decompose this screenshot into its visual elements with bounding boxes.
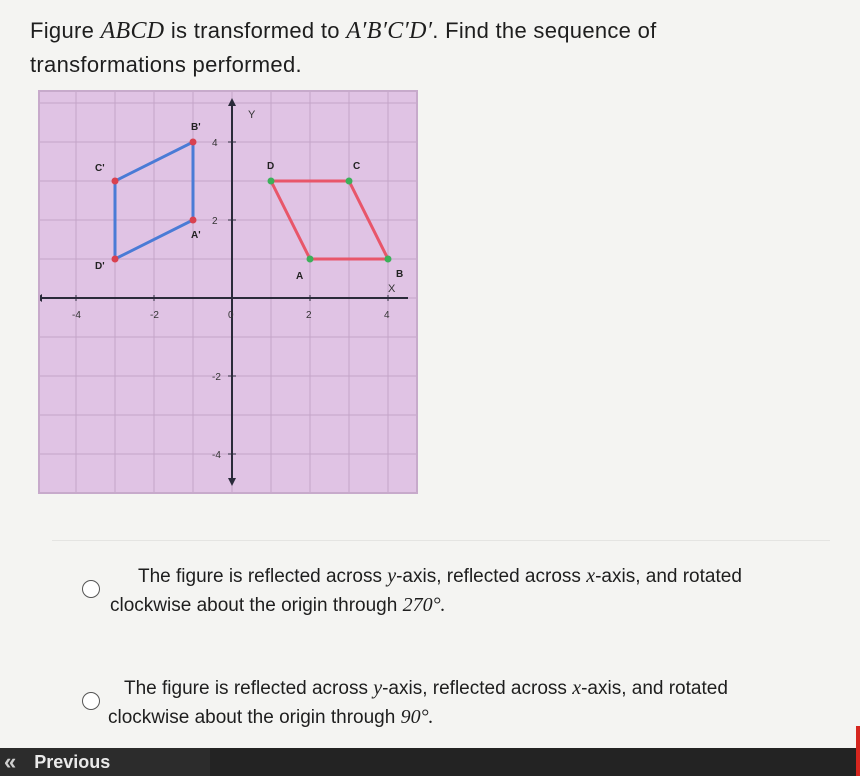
- y-axis-label: Y: [248, 109, 256, 121]
- previous-button[interactable]: [0, 748, 210, 776]
- y-axis-arrow-down: [228, 478, 236, 486]
- option-1-text: [110, 562, 822, 620]
- figure-image-vertex: [112, 256, 119, 263]
- answer-option-1[interactable]: [82, 562, 822, 620]
- option-1-text-a: The figure is reflected across: [138, 566, 388, 587]
- figure-image-vertex: [190, 217, 197, 224]
- graph-svg: [40, 92, 416, 492]
- y-tick-label: -2: [212, 372, 221, 383]
- option-1-text-d: clockwise about the origin through: [110, 595, 403, 616]
- option-2-angle: 90°.: [400, 706, 434, 728]
- option-1-text-b: -axis, reflected across: [396, 566, 587, 587]
- figure-abcd-vertex: [346, 178, 353, 185]
- question-text-end: . Find the sequence of: [432, 18, 657, 43]
- figure-image-vertex-label: A': [191, 230, 201, 241]
- option-2-axis2: x: [572, 677, 582, 699]
- figure-image-vertex-label: C': [95, 163, 105, 174]
- option-1-angle: 270°.: [402, 594, 446, 616]
- double-chevron-left-icon: «: [4, 749, 17, 774]
- previous-button-label: Previous: [34, 751, 111, 772]
- y-tick-label: -4: [212, 450, 221, 461]
- figure-abcd-vertex: [307, 256, 314, 263]
- y-tick-label: 2: [212, 216, 218, 227]
- figure-image-vertex-label: D': [95, 261, 105, 272]
- figure-abcd-vertex-label: A: [296, 271, 304, 282]
- y-axis-arrow-up: [228, 98, 236, 106]
- figure-image-vertex: [190, 139, 197, 146]
- option-2-text-c: -axis, and rotated: [581, 678, 728, 699]
- figure-image-vertex: [112, 178, 119, 185]
- option-1-axis2: x: [586, 565, 596, 587]
- edge-marker: [856, 726, 860, 776]
- y-tick-label: 4: [212, 138, 218, 149]
- x-tick-label: -4: [72, 310, 81, 321]
- option-2-text-d: clockwise about the origin through: [108, 707, 401, 728]
- x-axis-arrow-left: [40, 294, 42, 302]
- figure-image-name: A′B′C′D′: [346, 18, 433, 44]
- question-text: [30, 14, 830, 82]
- question-text-line2: transformations performed.: [30, 52, 302, 77]
- figure-abcd-vertex: [268, 178, 275, 185]
- figure-image-vertex-label: B': [191, 122, 201, 133]
- question-text-mid: is transformed to: [164, 18, 347, 43]
- x-tick-label: 4: [384, 310, 390, 321]
- figure-original-name: ABCD: [100, 18, 165, 44]
- figure-abcd-vertex: [385, 256, 392, 263]
- coordinate-graph: [38, 90, 418, 494]
- option-1-axis1: y: [387, 565, 397, 587]
- x-tick-label: 0: [228, 310, 234, 321]
- question-text-start: Figure: [30, 18, 101, 43]
- x-axis-label: X: [388, 283, 396, 295]
- option-2-axis1: y: [373, 677, 383, 699]
- figure-abcd-vertex-label: D: [267, 161, 275, 172]
- radio-button-option-1[interactable]: [82, 580, 100, 598]
- answer-option-2[interactable]: [82, 674, 822, 732]
- option-2-text-a: The figure is reflected across: [124, 678, 374, 699]
- figure-abcd-vertex-label: C: [353, 161, 361, 172]
- radio-button-option-2[interactable]: [82, 692, 100, 710]
- option-1-text-c: -axis, and rotated: [595, 566, 742, 587]
- figure-abcd-vertex-label: B: [396, 269, 404, 280]
- x-tick-label: 2: [306, 310, 312, 321]
- option-2-text: [108, 674, 822, 732]
- footer-bar: [0, 748, 860, 776]
- divider: [52, 540, 830, 541]
- x-tick-label: -2: [150, 310, 159, 321]
- option-2-text-b: -axis, reflected across: [382, 678, 573, 699]
